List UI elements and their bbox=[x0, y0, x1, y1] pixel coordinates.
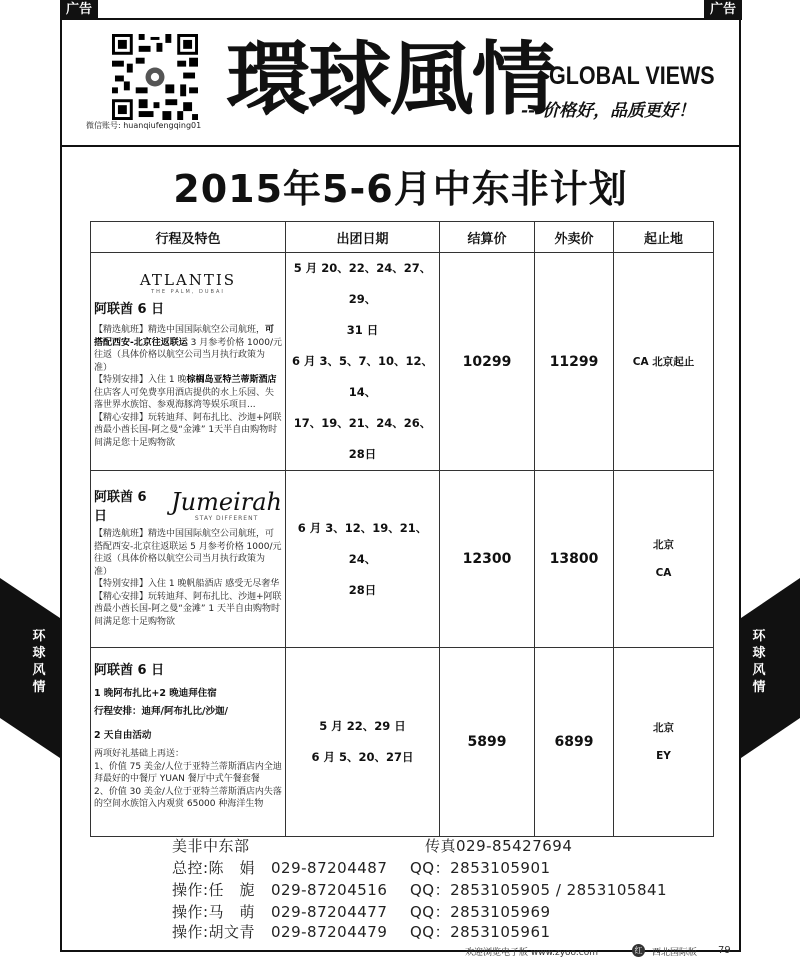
contact-role: 总控:陈 娟 bbox=[172, 859, 256, 877]
atlantis-logo-sub: THE PALM, DUBAI bbox=[151, 289, 225, 295]
contact-qq: QQ：2853105961 bbox=[410, 923, 551, 941]
route-highlights: 1 晚阿布扎比+2 晚迪拜住宿 行程安排：迪拜/阿布扎比/沙迦/ 2 天自由活动 bbox=[94, 688, 228, 741]
ad-tag-left: 广告 bbox=[60, 0, 98, 20]
route-description: 【精选航班】精选中国国际航空公司航班，可搭配西安-北京往返联运 5 月参考价格 1000/元往返（具体价格以航空公司当月执行政策为准） 【特别安排】入住 1 晚帆船酒店 感受无尽奢华 【精心安排】玩转迪拜、阿布扎比、沙迦+阿联酋最小酋长国-阿之曼“金滩” 1 天半自由购物时间满足您十足购物欲 bbox=[94, 529, 282, 627]
table-row bbox=[91, 253, 714, 471]
brand-logo: 環球風情 bbox=[226, 32, 554, 126]
footer-badge: 红 bbox=[632, 944, 645, 957]
contact-qq: QQ：2853105905 / 2853105841 bbox=[410, 881, 668, 899]
dates-cell: 5 月 20、22、24、27、29、 31 日 6 月 3、5、7、10、12、14、 17、19、21、24、26、28日 bbox=[286, 253, 440, 471]
contact-phone: 029-87204516 bbox=[271, 881, 388, 899]
col-header-itinerary: 行程及特色 bbox=[91, 222, 286, 253]
footer-url: 欢迎浏览电子版 www.zyoo.com bbox=[465, 948, 598, 958]
settle-price: 5899 bbox=[440, 648, 535, 837]
departure: CA 北京起止 bbox=[614, 253, 714, 471]
page-number: 79 bbox=[718, 945, 731, 956]
departure: 北京 CA bbox=[614, 471, 714, 648]
route-title: 阿联酋 6 日 bbox=[94, 663, 165, 678]
col-header-dates: 出团日期 bbox=[286, 222, 440, 253]
retail-price: 13800 bbox=[535, 471, 614, 648]
itinerary-cell bbox=[91, 253, 286, 471]
settle-price: 10299 bbox=[440, 253, 535, 471]
side-tab-left: 环球风情 bbox=[32, 629, 46, 695]
contact-role: 操作:任 旎 bbox=[172, 881, 256, 899]
brand-english: GLOBAL VIEWS bbox=[549, 62, 715, 90]
settle-price: 12300 bbox=[440, 471, 535, 648]
route-title: 阿联酋 6 日 bbox=[94, 490, 147, 524]
contact-role: 操作:胡文青 bbox=[172, 923, 256, 941]
jumeirah-logo: Jumeirah bbox=[171, 487, 282, 516]
footer-edition: 西北国际版 bbox=[652, 948, 698, 958]
retail-price: 11299 bbox=[535, 253, 614, 471]
col-header-settle: 结算价 bbox=[440, 222, 535, 253]
contact-role: 操作:马 萌 bbox=[172, 903, 256, 921]
route-title: 阿联酋 6 日 bbox=[94, 302, 165, 317]
contact-phone: 029-87204487 bbox=[271, 859, 388, 877]
qr-code-icon bbox=[112, 34, 198, 120]
retail-price: 6899 bbox=[535, 648, 614, 837]
contact-phone: 029-87204477 bbox=[271, 903, 388, 921]
departure: 北京 EY bbox=[614, 648, 714, 837]
side-tab-right: 环球风情 bbox=[752, 629, 766, 695]
page-title: 2015年5-6月中东非计划 bbox=[173, 167, 628, 211]
side-tab-left-shape bbox=[0, 578, 60, 758]
slogan: ---价格好，品质更好！ bbox=[521, 101, 696, 121]
contact-qq: QQ：2853105969 bbox=[410, 903, 551, 921]
route-description: 两项好礼基础上再送： 1、价值 75 美金/人位于亚特兰蒂斯酒店内全迪拜最好的中餐厅 YUAN 餐厅中式午餐套餐 2、价值 30 美金/人位于亚特兰蒂斯酒店内失落的空间水族馆入内观赏 65000 种海洋生物 bbox=[94, 749, 282, 809]
wechat-account: 微信账号: huanqiufengqing01 bbox=[86, 121, 202, 130]
table-header-row bbox=[91, 222, 714, 253]
side-tab-right-shape bbox=[741, 578, 800, 758]
dates-cell: 5 月 22、29 日 6 月 5、20、27日 bbox=[286, 648, 440, 837]
fax: 传真029-85427694 bbox=[425, 837, 573, 855]
itinerary-table bbox=[90, 221, 714, 837]
col-header-depart: 起止地 bbox=[614, 222, 714, 253]
header-divider bbox=[60, 145, 741, 147]
ad-tag-right: 广告 bbox=[704, 0, 742, 20]
dates-cell: 6 月 3、12、19、21、24、 28日 bbox=[286, 471, 440, 648]
atlantis-logo: ATLANTIS bbox=[139, 271, 237, 289]
contact-qq: QQ：2853105901 bbox=[410, 859, 551, 877]
contact-phone: 029-87204479 bbox=[271, 923, 388, 941]
route-description: 【精选航班】精选中国国际航空公司航班，可搭配西安-北京往返联运 3 月参考价格 1000/元往返（具体价格以航空公司当月执行政策为准） 【特别安排】入住 1 晚棕榈岛亚特兰蒂斯酒店 住店客人可免费享用酒店提供的水上乐园、失落世界水族馆、参观海豚湾等娱乐项目... 【精心安排】玩转迪拜、阿布扎比、沙迦+阿联酋最小酋长国-阿之曼“金滩” 1天半自由购物时间满足您十足购物欲 bbox=[94, 325, 282, 448]
itinerary-cell bbox=[91, 471, 286, 648]
table-row bbox=[91, 648, 714, 837]
itinerary-cell bbox=[91, 648, 286, 837]
department: 美非中东部 bbox=[172, 837, 250, 855]
col-header-retail: 外卖价 bbox=[535, 222, 614, 253]
table-row bbox=[91, 471, 714, 648]
jumeirah-logo-sub: STAY DIFFERENT bbox=[194, 514, 259, 522]
